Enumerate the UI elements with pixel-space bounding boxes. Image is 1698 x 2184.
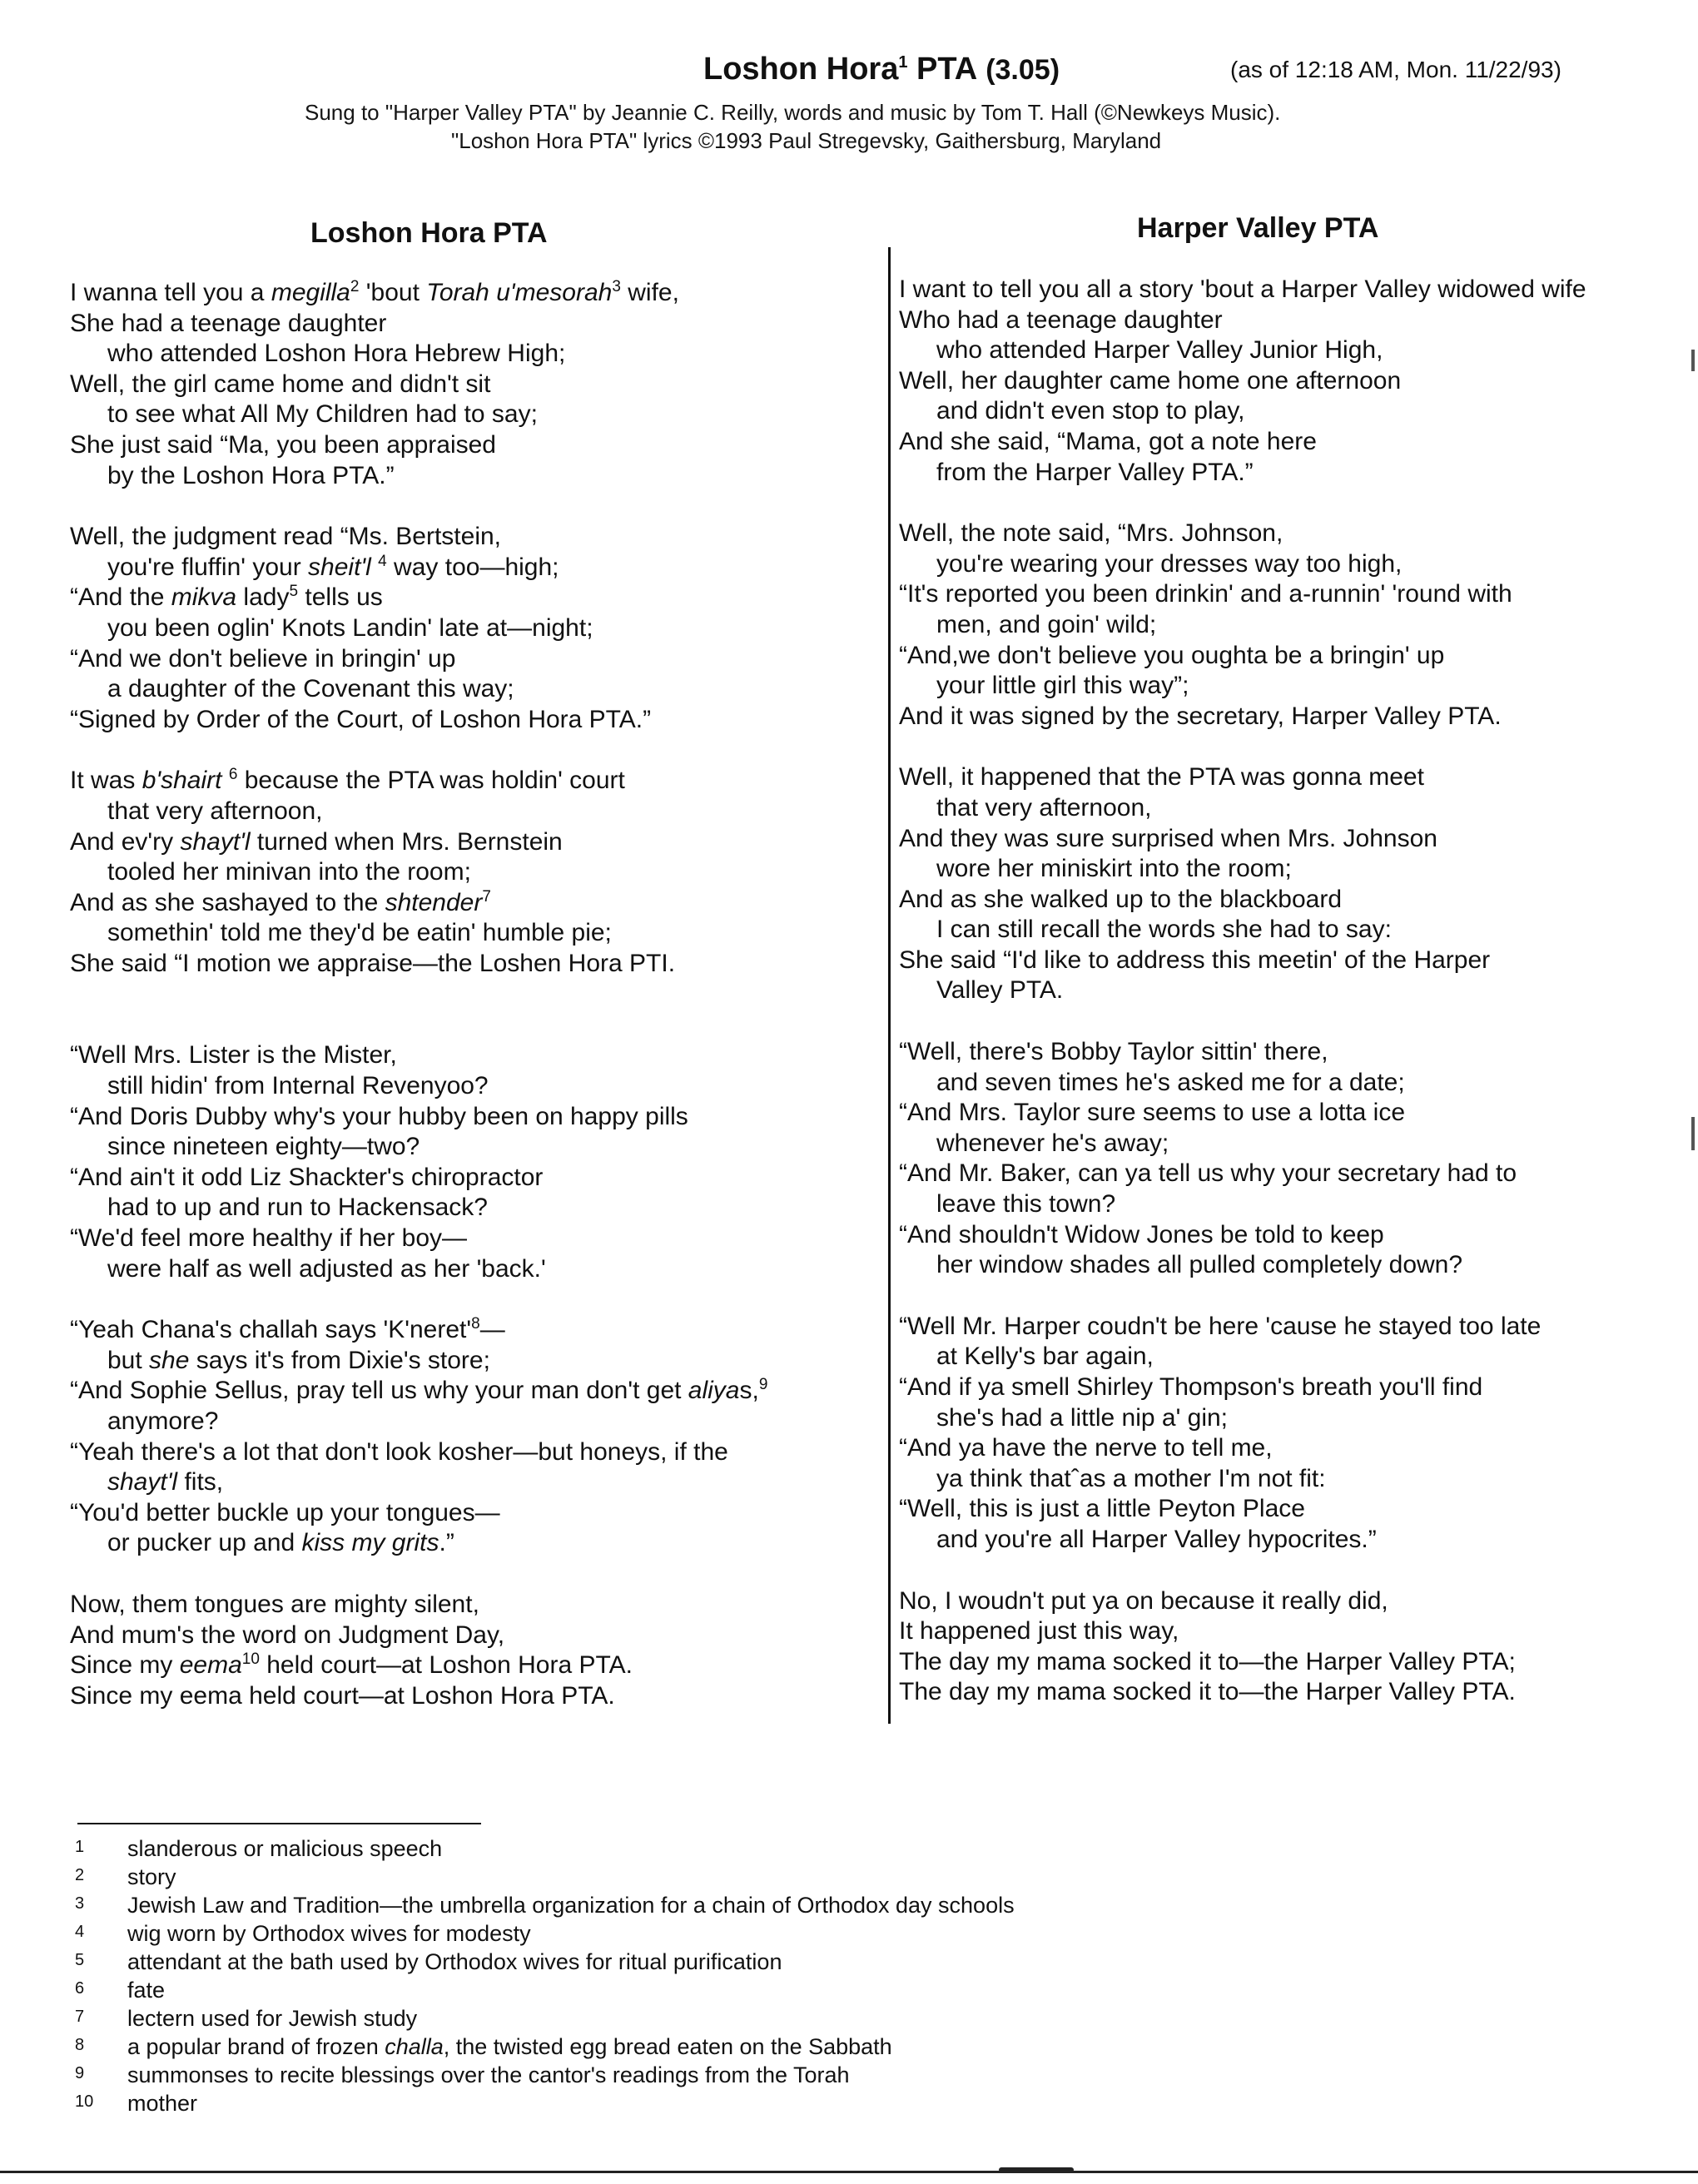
stanza-gap	[70, 735, 767, 766]
right-lyric-line: “Well, this is just a little Peyton Place	[899, 1495, 1305, 1523]
stanza-gap	[70, 1010, 767, 1040]
right-lyric-line: “And shouldn't Widow Jones be told to keep	[899, 1220, 1384, 1248]
column-divider	[888, 247, 891, 1724]
right-lyric-line: Well, the note said, “Mrs. Johnson,	[899, 519, 1283, 548]
footnote-rule	[77, 1823, 481, 1824]
footnote-number: 10	[75, 2092, 94, 2111]
right-lyric-line: and seven times he's asked me for a date;	[936, 1068, 1405, 1096]
right-lyric-line: No, I woudn't put ya on because it really did,	[899, 1586, 1388, 1615]
right-lyric-line: And it was signed by the secretary, Harper Valley PTA.	[899, 702, 1502, 730]
right-lyrics	[899, 275, 1586, 1708]
left-column-heading: Loshon Hora PTA	[310, 217, 548, 249]
credit-line-2: "Loshon Hora PTA" lyrics ©1993 Paul Stregevsky, Gaithersburg, Maryland	[451, 128, 1162, 153]
left-lyric-line: to see what All My Children had to say;	[107, 400, 538, 429]
footnote-text: a popular brand of frozen challa, the twisted egg bread eaten on the Sabbath	[127, 2034, 892, 2059]
left-lyric-line: I wanna tell you a megilla$^2$ 'bout Torah u'mesorah$^3$ wife,	[70, 278, 679, 306]
left-lyric-line: “And Sophie Sellus, pray tell us why your man don't get aliyas,$^9$	[70, 1376, 768, 1405]
left-lyric-line: Well, the judgment read “Ms. Bertstein,	[70, 523, 501, 551]
title-text: Loshon Hora	[703, 52, 899, 87]
stanza-gap	[899, 732, 1586, 762]
document-title	[703, 52, 1060, 87]
left-lyric-line: Well, the girl came home and didn't sit	[70, 370, 491, 398]
right-lyric-line: ya think thatˆas a mother I'm not fit:	[936, 1464, 1326, 1492]
right-lyric-line: and didn't even stop to play,	[936, 397, 1245, 425]
left-lyric-line: had to up and run to Hackensack?	[107, 1194, 488, 1222]
left-lyric-line: that very afternoon,	[107, 797, 323, 825]
left-lyric-line: She just said “Ma, you been appraised	[70, 430, 496, 459]
right-lyric-line: her window shades all pulled completely down?	[936, 1251, 1463, 1279]
left-lyric-line: And ev'ry shayt'l turned when Mrs. Bernstein	[70, 827, 563, 856]
left-lyric-line: “Signed by Order of the Court, of Loshon Hora PTA.”	[70, 705, 652, 733]
stanza-gap	[70, 1284, 767, 1315]
right-lyric-line: “And,we don't believe you oughta be a bringin' up	[899, 641, 1445, 669]
left-lyric-line: Since my eema held court—at Loshon Hora PTA.	[70, 1681, 615, 1710]
footnote-text: attendant at the bath used by Orthodox wives for ritual purification	[127, 1949, 782, 1974]
left-lyric-line: “Yeah there's a lot that don't look kosher—but honeys, if the	[70, 1437, 728, 1466]
right-lyric-line: “And ya have the nerve to tell me,	[899, 1434, 1273, 1462]
left-lyric-line: She had a teenage daughter	[70, 309, 387, 337]
footnote-number: 5	[75, 1951, 85, 1969]
left-lyric-line: It was b'shairt $^6$ because the PTA was holdin' court	[70, 766, 625, 795]
right-lyric-line: Who had a teenage daughter	[899, 305, 1223, 334]
left-lyric-line: still hidin' from Internal Revenyoo?	[107, 1072, 489, 1100]
timestamp: (as of 12:18 AM, Mon. 11/22/93)	[1230, 57, 1561, 82]
scan-mark	[999, 2167, 1074, 2172]
scan-edge-mark	[1691, 1117, 1695, 1150]
left-lyric-line: were half as well adjusted as her 'back.'	[107, 1254, 546, 1283]
stanza-gap	[899, 1281, 1586, 1312]
right-lyric-line: leave this town?	[936, 1190, 1116, 1219]
stanza-gap	[70, 1559, 767, 1590]
right-lyric-line: Valley PTA.	[936, 976, 1064, 1005]
right-lyric-line: “It's reported you been drinkin' and a-runnin' 'round with	[899, 580, 1512, 608]
right-lyric-line: The day my mama socked it to—the Harper Valley PTA.	[899, 1678, 1516, 1706]
footnote-number: 6	[75, 1979, 85, 1998]
left-lyric-line: tooled her minivan into the room;	[107, 858, 471, 886]
stanza-gap	[70, 979, 767, 1010]
footnote-text: slanderous or malicious speech	[127, 1836, 443, 1861]
footnote-number: 3	[75, 1894, 85, 1913]
credit-line-1: Sung to "Harper Valley PTA" by Jeannie C. Reilly, words and music by Tom T. Hall (©Newkeys Music).	[305, 100, 1281, 125]
scan-bottom-edge	[0, 2171, 1698, 2173]
stanza-gap	[899, 488, 1586, 519]
left-lyric-line: “Well Mrs. Lister is the Mister,	[70, 1041, 397, 1070]
left-lyric-line: Now, them tongues are mighty silent,	[70, 1590, 479, 1618]
footnote-number: 7	[75, 2008, 85, 2026]
footnote-number: 1	[75, 1838, 85, 1856]
right-lyric-line: “And if ya smell Shirley Thompson's breath you'll find	[899, 1373, 1483, 1401]
left-lyric-line: “And the mikva lady$^5$ tells us	[70, 583, 383, 612]
left-lyrics	[70, 278, 767, 1711]
left-lyric-line: somethin' told me they'd be eatin' humble pie;	[107, 919, 612, 947]
left-lyric-line: And as she sashayed to the shtender$^7$	[70, 887, 491, 916]
right-lyric-line: at Kelly's bar again,	[936, 1343, 1154, 1371]
footnote-number: 4	[75, 1923, 85, 1941]
right-lyric-line: Well, it happened that the PTA was gonna meet	[899, 763, 1424, 792]
footnote-text: mother	[127, 2091, 198, 2116]
stanza-gap	[899, 1006, 1586, 1037]
right-lyric-line: And she said, “Mama, got a note here	[899, 427, 1317, 455]
right-column-heading: Harper Valley PTA	[1137, 212, 1379, 244]
right-lyric-line: “And Mrs. Taylor sure seems to use a lotta ice	[899, 1099, 1406, 1127]
right-lyric-line: wore her miniskirt into the room;	[936, 855, 1292, 883]
left-lyric-line: since nineteen eighty—two?	[107, 1133, 420, 1161]
right-lyric-line: that very afternoon,	[936, 793, 1152, 821]
stanza-gap	[70, 491, 767, 522]
right-lyric-line: from the Harper Valley PTA.”	[936, 458, 1254, 486]
left-lyric-line: a daughter of the Covenant this way;	[107, 675, 514, 703]
right-lyric-line: you're wearing your dresses way too high,	[936, 549, 1403, 578]
right-lyric-line: I can still recall the words she had to say:	[936, 916, 1392, 944]
footnote-text: story	[127, 1864, 176, 1889]
right-lyric-line: men, and goin' wild;	[936, 610, 1157, 638]
right-lyric-line: The day my mama socked it to—the Harper Valley PTA;	[899, 1647, 1516, 1675]
left-lyric-line: “And we don't believe in bringin' up	[70, 644, 456, 673]
right-lyric-line: It happened just this way,	[899, 1617, 1179, 1645]
right-lyric-line: She said “I'd like to address this meetin' of the Harper	[899, 946, 1491, 974]
stanza-gap	[899, 1556, 1586, 1586]
left-lyric-line: shayt'l fits,	[107, 1468, 224, 1497]
footnote-text: Jewish Law and Tradition—the umbrella organization for a chain of Orthodox day schools	[127, 1893, 1015, 1918]
left-lyric-line: “You'd better buckle up your tongues—	[70, 1498, 500, 1526]
footnote-number: 2	[75, 1866, 85, 1884]
title-footnote-marker: 1	[898, 53, 908, 72]
left-lyric-line: who attended Loshon Hora Hebrew High;	[107, 340, 566, 368]
footnote-text: fate	[127, 1978, 166, 2003]
right-lyric-line: she's had a little nip a' gin;	[936, 1403, 1229, 1432]
right-lyric-line: “Well Mr. Harper coudn't be here 'cause he stayed too late	[899, 1312, 1542, 1340]
left-lyric-line: “We'd feel more healthy if her boy—	[70, 1224, 468, 1253]
left-lyric-line: Since my eema$^{10}$ held court—at Loshon Hora PTA.	[70, 1650, 633, 1680]
right-lyric-line: your little girl this way”;	[936, 672, 1189, 700]
left-lyric-line: anymore?	[107, 1407, 219, 1435]
right-lyric-line: I want to tell you all a story 'bout a Harper Valley widowed wife	[899, 275, 1586, 303]
version-label: (3.05)	[986, 54, 1060, 86]
right-lyric-line: And they was sure surprised when Mrs. Johnson	[899, 824, 1437, 852]
right-lyric-line: who attended Harper Valley Junior High,	[936, 336, 1383, 365]
left-lyric-line: She said “I motion we appraise—the Loshen Hora PTI.	[70, 949, 676, 977]
scan-edge-mark	[1691, 350, 1695, 371]
footnote-text: wig worn by Orthodox wives for modesty	[127, 1921, 531, 1946]
left-lyric-line: “And ain't it odd Liz Shackter's chiropractor	[70, 1163, 544, 1191]
left-lyric-line: you been oglin' Knots Landin' late at—night;	[107, 613, 593, 642]
footnote-text: summonses to recite blessings over the cantor's readings from the Torah	[127, 2062, 850, 2087]
left-lyric-line: “And Doris Dubby why's your hubby been on happy pills	[70, 1102, 688, 1130]
footnote-number: 9	[75, 2064, 85, 2082]
footnote-number: 8	[75, 2036, 85, 2054]
right-lyric-line: and you're all Harper Valley hypocrites.”	[936, 1525, 1377, 1553]
footnote-text: lectern used for Jewish study	[127, 2006, 418, 2031]
right-lyric-line: “Well, there's Bobby Taylor sittin' there,	[899, 1038, 1328, 1066]
left-lyric-line: And mum's the word on Judgment Day,	[70, 1621, 505, 1649]
left-lyric-line: you're fluffin' your sheit'l $^4$ way too—high;	[107, 552, 559, 581]
right-lyric-line: “And Mr. Baker, can ya tell us why your secretary had to	[899, 1159, 1517, 1188]
right-lyric-line: whenever he's away;	[936, 1129, 1169, 1157]
left-lyric-line: “Yeah Chana's challah says '$K'neret'^8—$	[70, 1315, 505, 1344]
left-lyric-line: by the Loshon Hora PTA.”	[107, 461, 395, 489]
right-lyric-line: Well, her daughter came home one afternoon	[899, 366, 1402, 395]
right-lyric-line: And as she walked up to the blackboard	[899, 885, 1343, 913]
left-lyric-line: or pucker up and kiss my grits.”	[107, 1529, 454, 1557]
title-tail: PTA	[916, 52, 978, 87]
left-lyric-line: but she says it's from Dixie's store;	[107, 1346, 490, 1374]
